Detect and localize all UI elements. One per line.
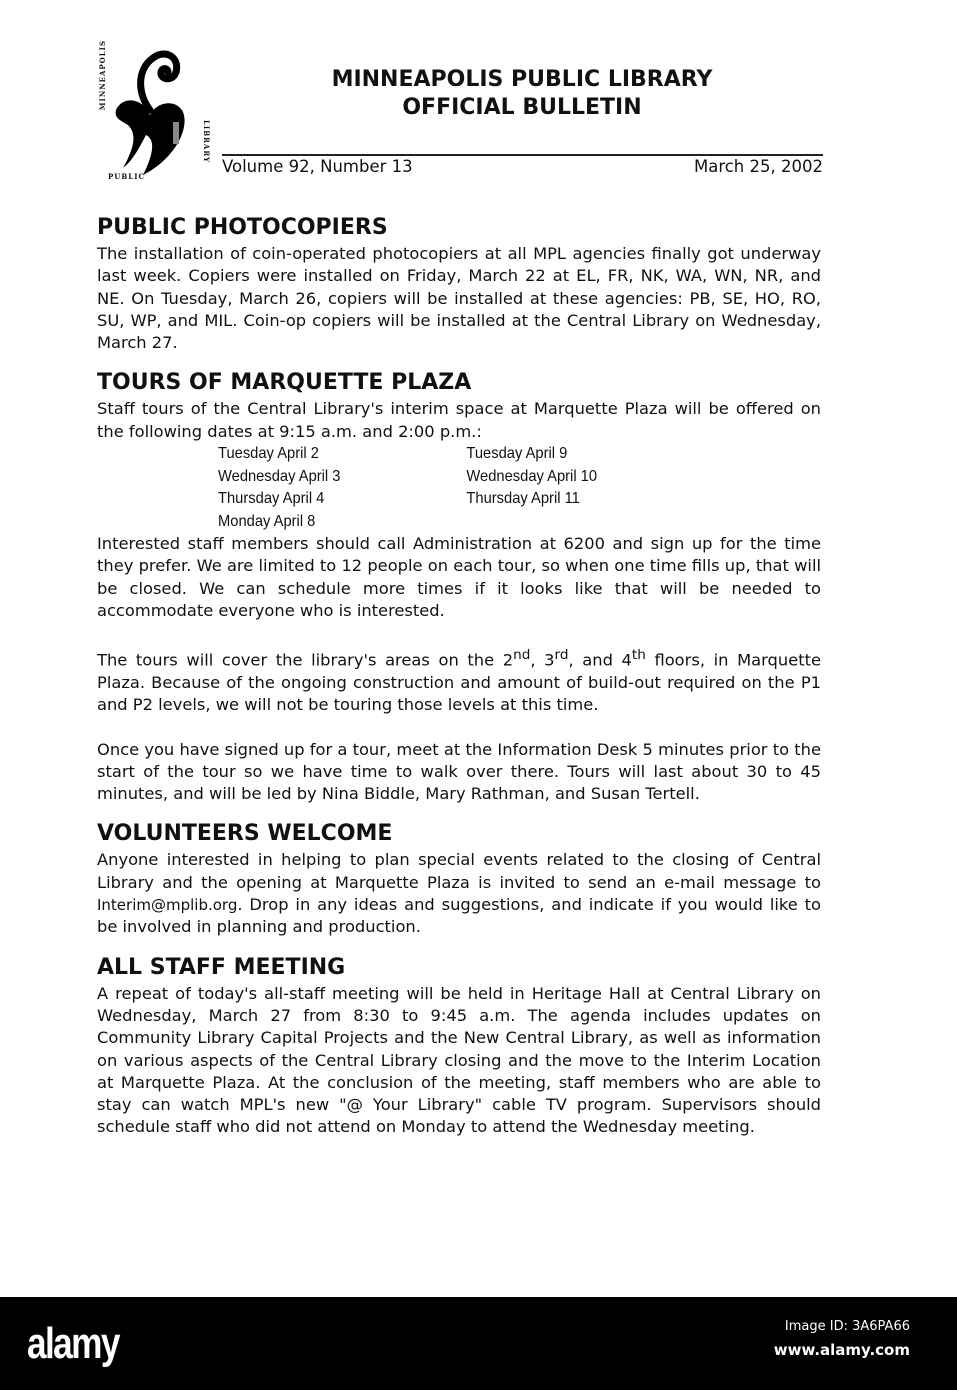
title-line-2: OFFICIAL BULLETIN (402, 95, 642, 120)
ordinal: th (631, 647, 646, 664)
section-heading: ALL STAFF MEETING (97, 954, 346, 980)
section-staff-meeting (97, 953, 821, 1139)
logo-text-right: LIBRARY (202, 120, 211, 163)
tour-dates-list (218, 443, 773, 533)
title-line-1: MINNEAPOLIS PUBLIC LIBRARY (331, 67, 713, 92)
tour-date: Thursday April 11 (466, 490, 580, 508)
volume-number: Volume 92, Number 13 (222, 157, 413, 176)
issue-date: March 25, 2002 (693, 157, 823, 176)
tour-date: Wednesday April 10 (466, 467, 598, 485)
alamy-logo: alamy (27, 1319, 119, 1368)
logo-text-bottom: PUBLIC (108, 172, 146, 181)
section-heading: TOURS OF MARQUETTE PLAZA (97, 370, 472, 396)
section-volunteers (97, 819, 821, 938)
paragraph: Once you have signed up for a tour, meet at the Information Desk 5 minutes prior to the start of the tour so we have time to walk over there. Tours will last about 30 to 45 minutes, and will be led by Nina Biddle, Mary Rathman, and Susan Tertell. (97, 739, 821, 804)
bulletin-title (222, 66, 822, 122)
section-heading: PUBLIC PHOTOCOPIERS (97, 215, 388, 240)
tour-date: Wednesday April 3 (218, 467, 341, 485)
paragraph (97, 849, 821, 938)
issue-line (222, 157, 823, 176)
m-swirl-logo-icon (98, 40, 218, 190)
paragraph: A repeat of today's all-staff meeting will be held in Heritage Hall at Central Library on Wednesday, March 27 from 8:30 to 9:45 a.m. The agenda includes updates on Community Library Capital Projects and the New Central Library, as well as information on various aspects of the Central Library closing and the move to the Interim Location at Marquette Plaza. At the conclusion of the meeting, staff members who are able to stay can watch MPL's new "@ Your Library" cable TV program. Supervisors should schedule staff who did not attend on Monday to attend the Wednesday meeting. (97, 983, 821, 1137)
paragraph: The installation of coin-operated photocopiers at all MPL agencies finally got underway last week. Copiers were installed on Friday, March 22 at EL, FR, NK, WA, WN, NR, and NE. On Tuesday, March 26, copiers will be installed at these agencies: PB, SE, HO, RO, SU, WP, and MIL. Coin-op copiers will be installed at the Central Library on Wednesday, March 27. (97, 244, 821, 353)
paragraph: Interested staff members should call Administration at 6200 and sign up for the time they prefer. We are limited to 12 people on each tour, so when one time fills up, that will be closed. We can schedule more times if it looks like that will be needed to accommodate everyone who is interested. (97, 534, 821, 620)
text: , 3 (530, 650, 555, 670)
watermark-bar (0, 1297, 957, 1390)
paragraph: Staff tours of the Central Library's interim space at Marquette Plaza will be offered on the following dates at 9:15 a.m. and 2:00 p.m.: (97, 399, 821, 441)
email-link[interactable]: Interim@mplib.org (97, 896, 238, 915)
tour-date: Monday April 8 (218, 512, 316, 530)
ordinal: nd (513, 647, 531, 664)
text: Anyone interested in helping to plan special events related to the closing of Central Library and the opening at Marquette Plaza is invited to send an e-mail message to (97, 850, 821, 892)
logo-text-left: MINNEAPOLIS (98, 40, 107, 111)
watermark-site: www.alamy.com (773, 1341, 910, 1359)
text: , and 4 (568, 650, 632, 670)
tour-date: Thursday April 4 (218, 490, 325, 508)
section-heading: VOLUNTEERS WELCOME (97, 821, 393, 847)
ordinal: rd (554, 647, 569, 664)
library-logo (98, 40, 218, 190)
text: floors, in Marquette Plaza. Because of the ongoing construction and amount of build-out required on the P1 and P2 levels, we will not be touring those levels at this time. (97, 650, 821, 715)
tour-date: Tuesday April 2 (218, 445, 319, 463)
text: . Drop in any ideas and suggestions, and indicate if you would like to be involved in planning and production. (97, 895, 821, 937)
bulletin-body (97, 213, 821, 1139)
tour-date: Tuesday April 9 (466, 445, 568, 463)
image-id: Image ID: 3A6PA66 (784, 1319, 910, 1334)
paragraph (97, 644, 821, 716)
section-photocopiers (97, 213, 821, 354)
section-tours (97, 368, 821, 805)
text: The tours will cover the library's areas on the 2 (97, 650, 514, 670)
header-rule (222, 154, 823, 156)
